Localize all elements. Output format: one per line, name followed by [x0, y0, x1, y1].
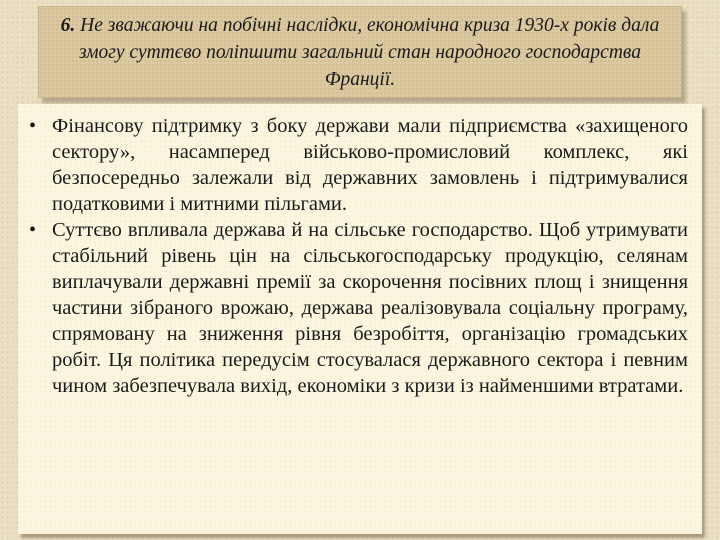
title-number: 6. [60, 14, 76, 36]
content-box [18, 104, 702, 534]
title-text: Не зважаючи на побічні наслідки, економічна криза 1930-х років дала змогу суттєво поліпшити загальний стан народного господарства Франції. [78, 14, 660, 90]
slide-title [39, 12, 681, 93]
bullet-icon: • [29, 115, 37, 137]
bullet-item-agriculture [29, 217, 688, 399]
bullet-icon: • [29, 219, 37, 241]
bullet-list [18, 104, 702, 399]
bullet-text: Фінансову підтримку з боку держави мали підприємства «захищеного сектору», насамперед військово-промисловий комплекс, які безпосередньо залежали від державних замовлень і підтримувалися податковими і митними пільгами. [52, 115, 688, 215]
bullet-text: Суттєво впливала держава й на сільське господарство. Щоб утримувати стабільний рівень цін на сільськогосподарську продукцію, селянам виплачували державні премії за скорочення посівних площ і знищення частини зібраного врожаю, держава реалізовувала соціальну програму, спрямовану на зниження рівня безробіття, організацію громадських робіт. Ця політика передусім стосувалася державного сектора і певним чином забезпечувала вихід, економіки з кризи із найменшими втратами. [52, 219, 688, 397]
bullet-item-state-support [29, 113, 688, 217]
title-box [38, 6, 682, 98]
